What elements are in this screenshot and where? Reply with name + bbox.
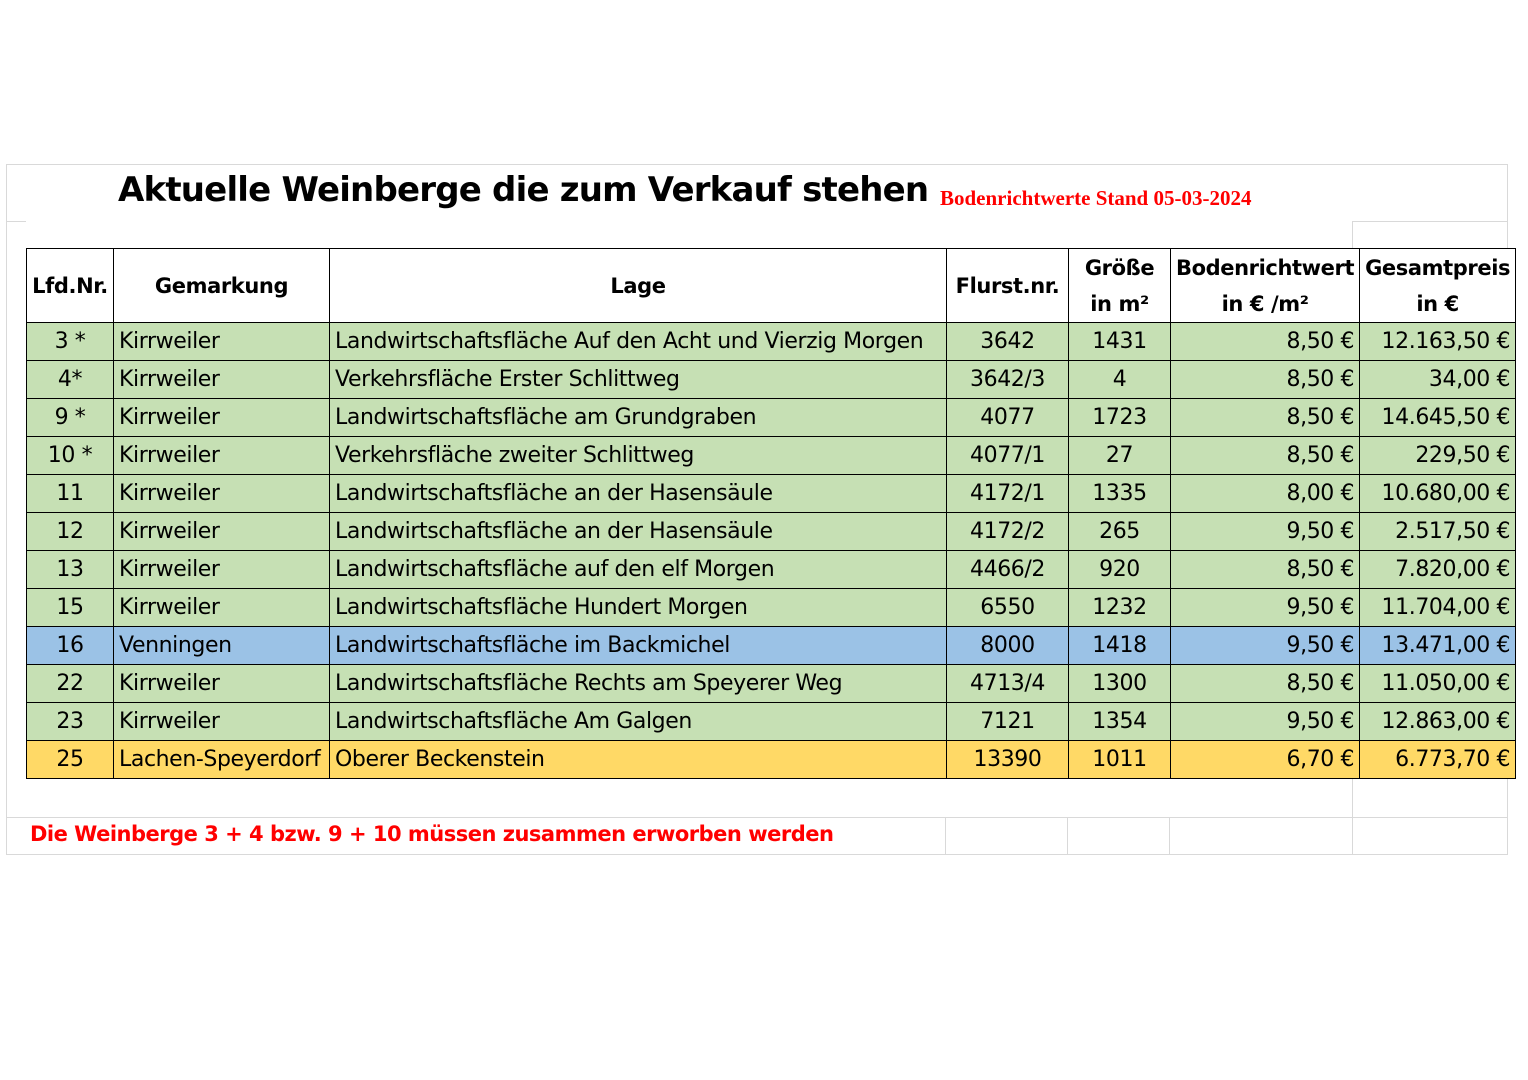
cell-gemarkung: Kirrweiler — [114, 475, 330, 513]
cell-lage: Landwirtschaftsfläche Auf den Acht und Vierzig Morgen — [330, 323, 947, 361]
cell-lfd-nr: 22 — [27, 665, 114, 703]
header-flurstueck: Flurst.nr. — [947, 249, 1069, 323]
cell-flurstueck: 4713/4 — [947, 665, 1069, 703]
vineyard-table — [26, 248, 1516, 779]
header-gemarkung: Gemarkung — [114, 249, 330, 323]
cell-lfd-nr: 11 — [27, 475, 114, 513]
cell-flurstueck: 8000 — [947, 627, 1069, 665]
cell-gesamtpreis: 11.050,00 € — [1360, 665, 1516, 703]
cell-gemarkung: Kirrweiler — [114, 361, 330, 399]
cell-flurstueck: 7121 — [947, 703, 1069, 741]
cell-groesse: 1335 — [1069, 475, 1171, 513]
cell-groesse: 1011 — [1069, 741, 1171, 779]
cell-gesamtpreis: 14.645,50 € — [1360, 399, 1516, 437]
cell-gesamtpreis: 229,50 € — [1360, 437, 1516, 475]
table-row — [27, 589, 1516, 627]
cell-lfd-nr: 9 * — [27, 399, 114, 437]
header-groesse: Größe in m² — [1069, 249, 1171, 323]
cell-bodenrichtwert: 9,50 € — [1171, 703, 1360, 741]
cell-gesamtpreis: 6.773,70 € — [1360, 741, 1516, 779]
cell-groesse: 4 — [1069, 361, 1171, 399]
cell-lfd-nr: 25 — [27, 741, 114, 779]
cell-lage: Landwirtschaftsfläche im Backmichel — [330, 627, 947, 665]
page-title: Aktuelle Weinberge die zum Verkauf stehen — [118, 170, 929, 210]
cell-lage: Landwirtschaftsfläche Rechts am Speyerer Weg — [330, 665, 947, 703]
cell-flurstueck: 3642/3 — [947, 361, 1069, 399]
cell-lage: Landwirtschaftsfläche am Grundgraben — [330, 399, 947, 437]
grid-line — [1352, 221, 1353, 249]
cell-gesamtpreis: 11.704,00 € — [1360, 589, 1516, 627]
table-row — [27, 665, 1516, 703]
cell-lage: Landwirtschaftsfläche an der Hasensäule — [330, 513, 947, 551]
cell-gesamtpreis: 12.163,50 € — [1360, 323, 1516, 361]
table-row — [27, 551, 1516, 589]
grid-line — [1169, 817, 1170, 855]
cell-gesamtpreis: 12.863,00 € — [1360, 703, 1516, 741]
cell-bodenrichtwert: 8,00 € — [1171, 475, 1360, 513]
cell-groesse: 1354 — [1069, 703, 1171, 741]
cell-flurstueck: 3642 — [947, 323, 1069, 361]
cell-lage: Verkehrsfläche Erster Schlittweg — [330, 361, 947, 399]
cell-gemarkung: Kirrweiler — [114, 589, 330, 627]
grid-line — [1067, 817, 1068, 855]
cell-gemarkung: Kirrweiler — [114, 437, 330, 475]
footnote-note: Die Weinberge 3 + 4 bzw. 9 + 10 müssen zusammen erworben werden — [30, 822, 834, 846]
cell-bodenrichtwert: 8,50 € — [1171, 551, 1360, 589]
cell-bodenrichtwert: 9,50 € — [1171, 513, 1360, 551]
header-gesamtpreis: Gesamtpreis in € — [1360, 249, 1516, 323]
grid-line — [945, 817, 946, 855]
cell-gemarkung: Kirrweiler — [114, 665, 330, 703]
cell-bodenrichtwert: 8,50 € — [1171, 437, 1360, 475]
cell-bodenrichtwert: 9,50 € — [1171, 627, 1360, 665]
table-row — [27, 703, 1516, 741]
cell-bodenrichtwert: 9,50 € — [1171, 589, 1360, 627]
cell-groesse: 265 — [1069, 513, 1171, 551]
cell-gemarkung: Kirrweiler — [114, 399, 330, 437]
cell-gesamtpreis: 10.680,00 € — [1360, 475, 1516, 513]
cell-gemarkung: Venningen — [114, 627, 330, 665]
cell-groesse: 27 — [1069, 437, 1171, 475]
cell-gemarkung: Kirrweiler — [114, 513, 330, 551]
cell-gesamtpreis: 2.517,50 € — [1360, 513, 1516, 551]
table-row — [27, 741, 1516, 779]
cell-groesse: 920 — [1069, 551, 1171, 589]
cell-flurstueck: 13390 — [947, 741, 1069, 779]
cell-gesamtpreis: 7.820,00 € — [1360, 551, 1516, 589]
grid-line — [1352, 779, 1353, 855]
cell-lage: Verkehrsfläche zweiter Schlittweg — [330, 437, 947, 475]
table-row — [27, 399, 1516, 437]
cell-bodenrichtwert: 8,50 € — [1171, 399, 1360, 437]
cell-lfd-nr: 15 — [27, 589, 114, 627]
cell-lfd-nr: 10 * — [27, 437, 114, 475]
cell-flurstueck: 4077 — [947, 399, 1069, 437]
grid-line — [1352, 221, 1508, 222]
cell-groesse: 1723 — [1069, 399, 1171, 437]
cell-flurstueck: 4172/1 — [947, 475, 1069, 513]
header-lage: Lage — [330, 249, 947, 323]
table-row — [27, 475, 1516, 513]
cell-flurstueck: 4466/2 — [947, 551, 1069, 589]
table-header-row — [27, 249, 1516, 323]
cell-flurstueck: 6550 — [947, 589, 1069, 627]
cell-lage: Landwirtschaftsfläche Hundert Morgen — [330, 589, 947, 627]
cell-groesse: 1232 — [1069, 589, 1171, 627]
cell-lfd-nr: 16 — [27, 627, 114, 665]
cell-gesamtpreis: 13.471,00 € — [1360, 627, 1516, 665]
grid-line — [6, 817, 1508, 818]
cell-gemarkung: Kirrweiler — [114, 323, 330, 361]
cell-bodenrichtwert: 8,50 € — [1171, 665, 1360, 703]
cell-lfd-nr: 23 — [27, 703, 114, 741]
cell-groesse: 1300 — [1069, 665, 1171, 703]
cell-flurstueck: 4172/2 — [947, 513, 1069, 551]
table-row — [27, 323, 1516, 361]
cell-bodenrichtwert: 8,50 € — [1171, 361, 1360, 399]
cell-gemarkung: Lachen-Speyerdorf — [114, 741, 330, 779]
cell-lage: Landwirtschaftsfläche Am Galgen — [330, 703, 947, 741]
cell-groesse: 1431 — [1069, 323, 1171, 361]
land-value-date: Bodenrichtwerte Stand 05-03-2024 — [940, 186, 1252, 210]
table-row — [27, 627, 1516, 665]
cell-gemarkung: Kirrweiler — [114, 551, 330, 589]
header-bodenrichtwert: Bodenrichtwert in € /m² — [1171, 249, 1360, 323]
cell-lfd-nr: 13 — [27, 551, 114, 589]
cell-lage: Landwirtschaftsfläche auf den elf Morgen — [330, 551, 947, 589]
header-lfd-nr: Lfd.Nr. — [27, 249, 114, 323]
cell-gesamtpreis: 34,00 € — [1360, 361, 1516, 399]
cell-bodenrichtwert: 8,50 € — [1171, 323, 1360, 361]
table-row — [27, 437, 1516, 475]
cell-lfd-nr: 4* — [27, 361, 114, 399]
cell-lfd-nr: 3 * — [27, 323, 114, 361]
cell-lage: Landwirtschaftsfläche an der Hasensäule — [330, 475, 947, 513]
cell-bodenrichtwert: 6,70 € — [1171, 741, 1360, 779]
cell-lfd-nr: 12 — [27, 513, 114, 551]
cell-flurstueck: 4077/1 — [947, 437, 1069, 475]
table-row — [27, 513, 1516, 551]
table-row — [27, 361, 1516, 399]
cell-groesse: 1418 — [1069, 627, 1171, 665]
grid-line — [6, 221, 26, 222]
cell-lage: Oberer Beckenstein — [330, 741, 947, 779]
cell-gemarkung: Kirrweiler — [114, 703, 330, 741]
